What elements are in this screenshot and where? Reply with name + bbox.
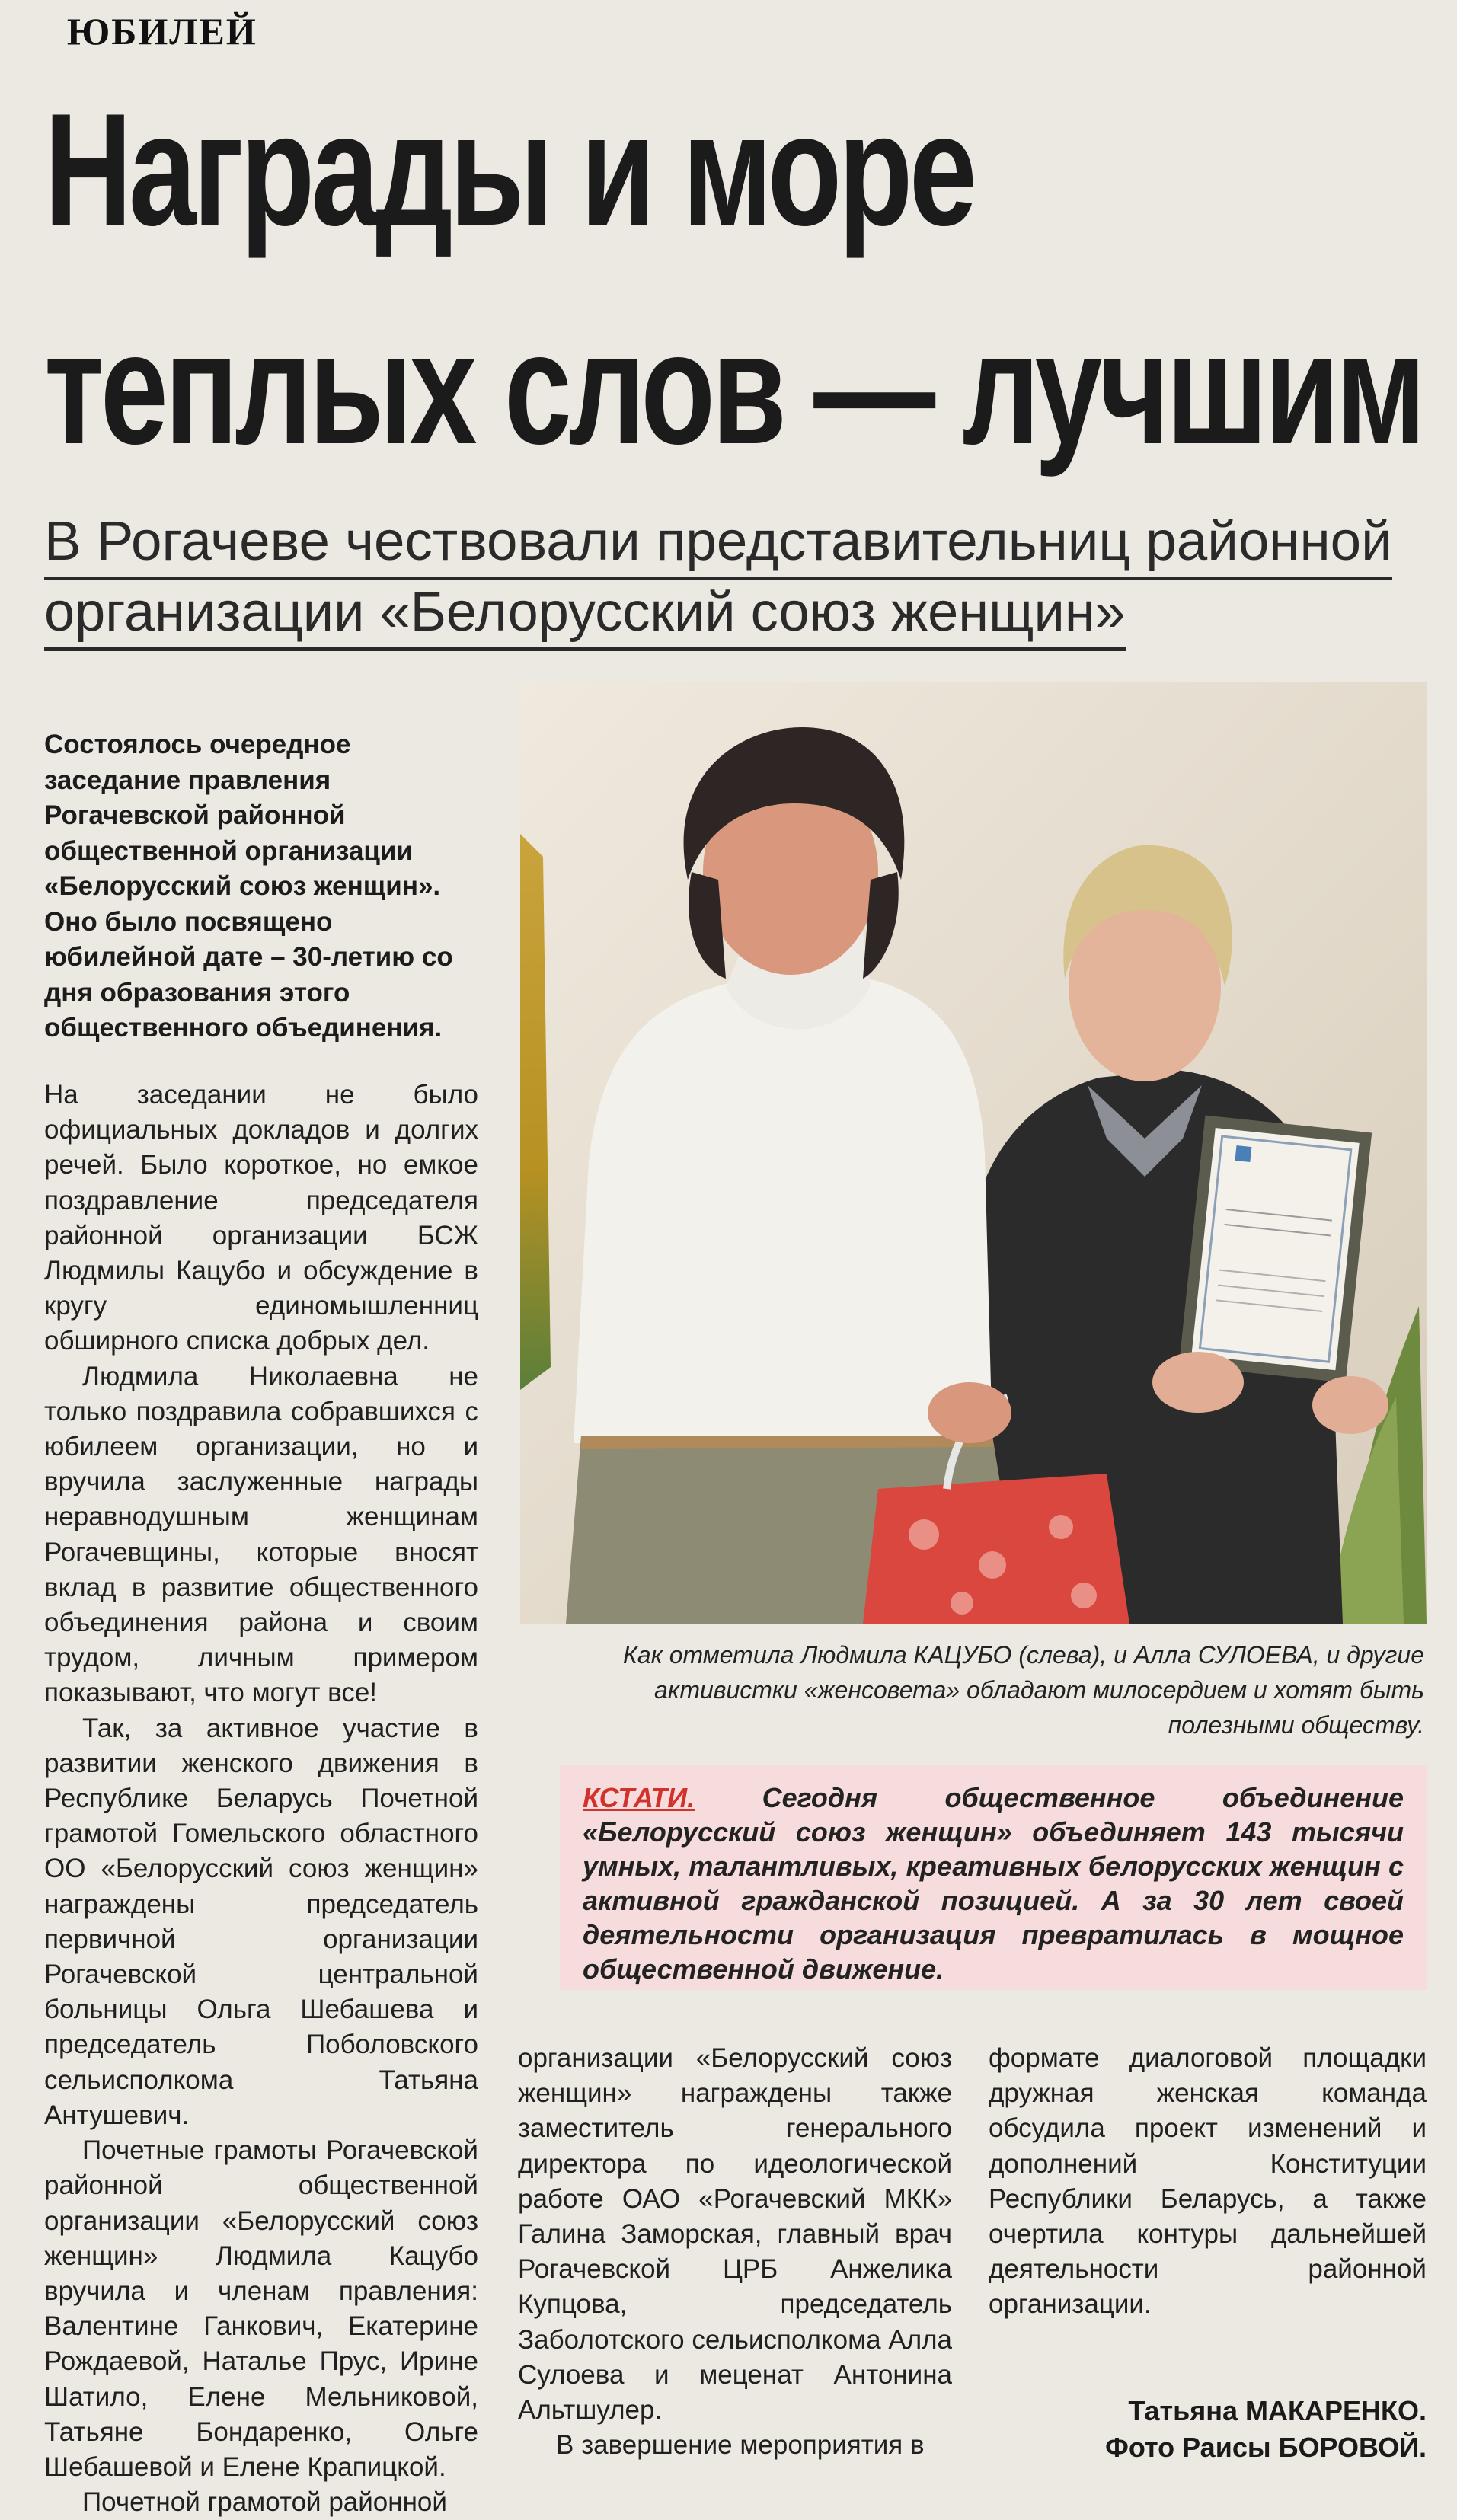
aside-box — [560, 1765, 1427, 1990]
rubric: ЮБИЛЕЙ — [67, 10, 257, 53]
photo-caption: Как отметила Людмила КАЦУБО (слева), и Алла СУЛОЕВА, и другие активистки «женсовета» обладают милосердием и хотят быть полезными обществу. — [623, 1641, 1424, 1739]
column-1 — [44, 1078, 478, 2520]
subhead-line-2: организации «Белорусский союз женщин» — [44, 585, 1126, 640]
column-3 — [989, 2041, 1427, 2323]
headline-line-2: теплых слов — лучшим — [44, 299, 1423, 477]
headline-line-1: Награды и море — [44, 80, 974, 259]
lead-paragraph: Состоялось очередное заседание правления Рогачевской районной общественной организации «Белорусский союз женщин». Оно было посвящено юбилейной дате – 30-летию со дня образования этого общественного объединения. — [44, 730, 453, 1043]
col1-paragraph: Так, за активное участие в развитии женского движения в Республике Беларусь Почетной грамотой Гомельского областного ОО «Белорусский союз женщин» награждены председатель первичной организации Рогачевской центральной больницы Ольга Шебашева и председатель Поболовского сельисполкома Татьяна Антушевич. — [44, 1713, 478, 2130]
col1-paragraph: Людмила Николаевна не только поздравила собравшихся с юбилеем организации, но и вручила заслуженные награды неравнодушным женщинам Рогачевщины, которые вносят вклад в развитие общественного объединения района и своим трудом, личным примером показывают, что могут все! — [44, 1361, 478, 1708]
signature — [1105, 2393, 1427, 2466]
bleed-through-text — [1051, 107, 1081, 230]
col1-paragraph: Почетные грамоты Рогачевской районной общественной организации «Белорусский союз женщин» Людмила Кацубо вручила и членам правления: Валентине Ганкович, Екатерине Рождаевой, Наталье Прус, Ирине Шатило, Елене Мельниковой, Татьяне Бондаренко, Ольге Шебашевой и Елене Крапицкой. — [44, 2135, 478, 2482]
col2-paragraph: В завершение мероприятия в — [556, 2430, 925, 2461]
subhead-line-1: В Рогачеве чествовали представительниц районной — [44, 514, 1392, 569]
photo-credit: Фото Раисы БОРОВОЙ. — [1105, 2432, 1427, 2463]
aside-label: КСТАТИ. — [583, 1782, 695, 1813]
aside-text: Сегодня общественное объединение «Белорусский союз женщин» объединяет 143 тысячи умных, талантливых, креативных белорусских женщин с активной гражданской позицией. А за 30 лет своей деятельности организация превратилась в мощное общественной движение. — [583, 1782, 1404, 1985]
col3-paragraph: формате диалоговой площадки дружная женская команда обсудила проект изменений и дополнений Конституции Республики Беларусь, а также очертила контуры дальнейшей деятельности районной организации. — [989, 2043, 1427, 2320]
column-2 — [518, 2041, 952, 2463]
photo-illustration — [520, 682, 1427, 1624]
author-name: Татьяна МАКАРЕНКО. — [1128, 2395, 1427, 2426]
col2-paragraph: организации «Белорусский союз женщин» награждены также заместитель генерального директора по идеологической работе ОАО «Рогачевский МКК» Галина Заморская, главный врач Рогачевской ЦРБ Анжелика Купцова, председатель Заболотского сельисполкома Алла Сулоева и меценат Антонина Альтшулер. — [518, 2043, 953, 2426]
col1-paragraph: На заседании не было официальных докладов и долгих речей. Было короткое, но емкое поздравление председателя районной организации БСЖ Людмилы Кацубо и обсуждение в кругу единомышленниц обширного списка добрых дел. — [44, 1080, 478, 1356]
photo — [520, 682, 1427, 1624]
col1-paragraph: Почетной грамотой районной — [82, 2487, 447, 2518]
